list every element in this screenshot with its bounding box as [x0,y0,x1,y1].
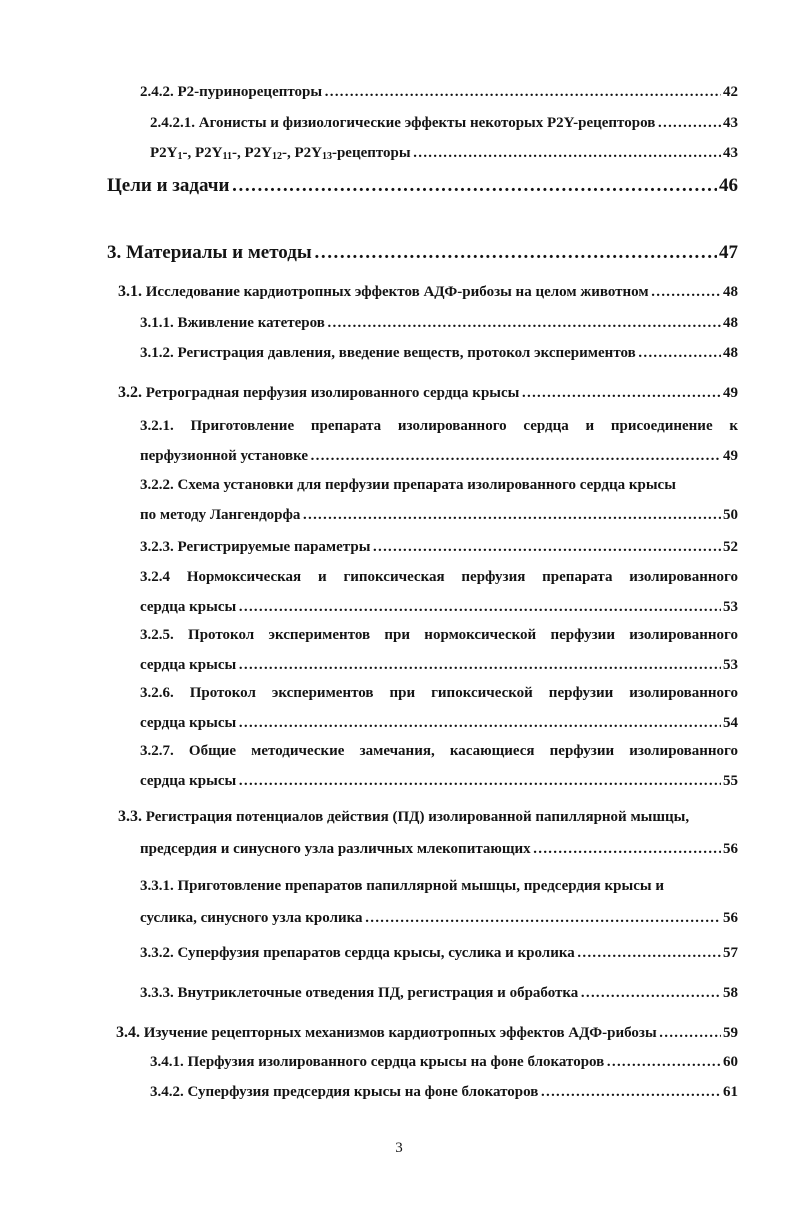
toc-dot-leader [657,113,721,133]
toc-page-number: 47 [719,242,738,263]
toc-page-number: 61 [723,1084,738,1100]
toc-entry-3-2-6 [140,683,738,733]
toc-entry-label: $P2Y_1-$, $P2Y_{11}-$, $P2Y_{12}-$, $P2Y_{13}$-рецепторы [150,145,411,162]
toc-dot-leader [238,597,721,617]
toc-page-number: 48 [723,345,738,361]
toc-entry-label: 3.3.3. Внутриклеточные отведения ПД, регистрация и обработка [140,985,579,1001]
toc-entry-label: сердца крысы [140,715,237,731]
toc-section-number: 3.1. [118,283,142,300]
toc-entry-label: 3. Материалы и методы [107,242,312,263]
toc-dot-leader [238,713,721,733]
toc-dot-leader [302,505,721,525]
toc-dot-leader [327,313,721,333]
toc-entry-line: 3.3.1. Приготовление препаратов папиллярной мышцы, предсердия крысы и [140,878,664,894]
toc-entry-label: 3.2.3. Регистрируемые параметры [140,539,371,555]
page-number: 3 [395,1140,403,1156]
toc-entry-line: 3.2.6. Протокол экспериментов при гипоксической перфузии изолированного [140,685,738,701]
toc-entry-label: 3.4.2. Суперфузия предсердия крысы на фоне блокаторов [150,1084,539,1100]
toc-entry-3-3 [118,807,738,859]
toc-dot-leader [324,82,721,102]
toc-dot-leader [659,1023,721,1043]
toc-section-number: 3.2. [118,384,142,401]
toc-entry-line: 3.2.2. Схема установки для перфузии препарата изолированного сердца крысы [140,477,676,493]
toc-section-number: 3.4. [116,1024,140,1041]
toc-page-number: 46 [719,175,738,196]
toc-entry-3-2-5 [140,625,738,675]
toc-page-number: 50 [723,507,738,523]
toc-entry-label: 3.1.1. Вживление катетеров [140,315,325,331]
toc-entry-line: 3.2.4 Нормоксическая и гипоксическая перфузия препарата изолированного [140,569,738,585]
toc-entry-label: предсердия и синусного узла различных млекопитающих [140,841,531,857]
toc-page-number: 52 [723,539,738,555]
toc-dot-leader [606,1052,721,1072]
toc-entry-p2y-receptors [150,143,738,163]
toc-page-number: 49 [723,448,738,464]
toc-dot-leader [533,839,721,859]
toc-entry-label: Цели и задачи [107,175,230,196]
toc-entry-3 [107,241,738,265]
toc-entry-2-4-2-1 [150,113,738,133]
toc-entry-label: сердца крысы [140,657,237,673]
toc-page-number: 60 [723,1054,738,1070]
toc-entry-label: перфузионной установке [140,448,309,464]
toc-entry-line: 3.3. Регистрация потенциалов действия (ПД) изолированной папиллярной мышцы, [118,808,690,825]
toc-dot-leader [580,983,721,1003]
toc-page-number: 56 [723,910,738,926]
toc-entry-label: 3.1.2. Регистрация давления, введение веществ, протокол экспериментов [140,345,636,361]
toc-page-number: 59 [723,1025,738,1041]
toc-page-number: 49 [723,385,738,401]
toc-entry-line: 3.2.7. Общие методические замечания, касающиеся перфузии изолированного [140,743,738,759]
toc-page-number: 48 [723,284,738,300]
toc-dot-leader [365,908,721,928]
toc-dot-leader [521,383,721,403]
toc-page-number: 42 [723,84,738,100]
toc-page-number: 54 [723,715,738,731]
toc-entry-label: 2.4.2.1. Агонисты и физиологические эффекты некоторых P2Y-рецепторов [150,115,656,131]
toc-dot-leader [651,282,721,302]
toc-entry-line: 3.2.1. Приготовление препарата изолированного сердца и присоединение к [140,418,738,434]
toc-dot-leader [310,446,721,466]
toc-dot-leader [638,343,721,363]
toc-dot-leader [372,537,721,557]
toc-entry-3-1-2 [140,343,738,363]
toc-entry-3-4 [116,1023,738,1043]
toc-dot-leader [413,143,721,163]
toc-dot-leader [577,943,721,963]
toc-entry-3-3-3 [140,983,738,1003]
toc-page-number: 58 [723,985,738,1001]
toc-page-number: 48 [723,315,738,331]
toc-entry-label: сердца крысы [140,773,237,789]
toc-page-number: 43 [723,145,738,161]
toc-entry-3-2-3 [140,537,738,557]
toc-dot-leader [238,655,721,675]
toc-entry-3-2-4 [140,567,738,617]
toc-page-number: 57 [723,945,738,961]
toc-entry-label: по методу Лангендорфа [140,507,301,523]
toc-entry-label: 2.4.2. P2-пуринорецепторы [140,84,323,100]
toc-entry-label: 3.3.2. Суперфузия препаратов сердца крысы, суслика и кролика [140,945,575,961]
toc-page-number: 53 [723,599,738,615]
toc-dot-leader [540,1082,721,1102]
toc-entry-label: 3.4.1. Перфузия изолированного сердца крысы на фоне блокаторов [150,1054,605,1070]
toc-entry-3-4-1 [150,1052,738,1072]
toc-dot-leader [238,771,721,791]
toc-page-number: 43 [723,115,738,131]
toc-entry-2-4-2 [140,82,738,102]
toc-entry-label: сердца крысы [140,599,237,615]
toc-dot-leader [231,174,717,198]
toc-entry-3-2-1 [140,416,738,466]
toc-entry-label: 3.2. Ретроградная перфузия изолированного сердца крысы [118,384,520,401]
toc-entry-label: суслика, синусного узла кролика [140,910,363,926]
toc-entry-3-2-2 [140,475,738,525]
toc-entry-goals [107,174,738,198]
toc-entry-3-1 [118,282,738,302]
toc-entry-line: 3.2.5. Протокол экспериментов при нормоксической перфузии изолированного [140,627,738,643]
toc-entry-3-3-2 [140,943,738,963]
toc-entry-3-1-1 [140,313,738,333]
toc-page-number: 55 [723,773,738,789]
toc-page-number: 53 [723,657,738,673]
toc-dot-leader [314,241,717,265]
toc-entry-label: 3.1. Исследование кардиотропных эффектов АДФ-рибозы на целом животном [118,283,649,300]
toc-entry-3-2 [118,383,738,403]
toc-entry-3-4-2 [150,1082,738,1102]
toc-entry-3-2-7 [140,741,738,791]
toc-page-number: 56 [723,841,738,857]
toc-section-number: 3.3. [118,808,142,825]
toc-entry-label: 3.4. Изучение рецепторных механизмов кардиотропных эффектов АДФ-рибозы [116,1024,657,1041]
toc-entry-3-3-1 [140,876,738,928]
